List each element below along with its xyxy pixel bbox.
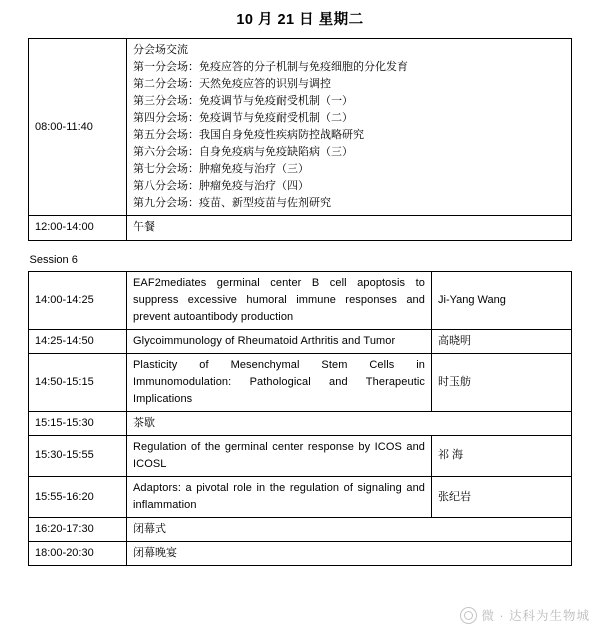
row-time: 14:50-15:15 — [29, 353, 127, 411]
list-item: 第八分会场：肿瘤免疫与治疗（四） — [133, 180, 309, 193]
row-time: 18:00-20:30 — [29, 542, 127, 566]
row-speaker: Ji-Yang Wang — [432, 271, 572, 329]
table-row — [29, 329, 572, 353]
row-talk-title: EAF2mediates germinal center B cell apoptosis to suppress excessive humoral immune responses and prevent autoantibody production — [127, 271, 432, 329]
row-speaker: 高晓明 — [432, 329, 572, 353]
list-item: 第七分会场：肿瘤免疫与治疗（三） — [133, 163, 309, 176]
row-speaker: 张纪岩 — [432, 476, 572, 517]
row-talk-title: Adaptors: a pivotal role in the regulation of signaling and inflammation — [127, 476, 432, 517]
row-time: 15:15-15:30 — [29, 411, 127, 435]
watermark — [460, 606, 590, 624]
table-row — [29, 518, 572, 542]
row-talk-title: 闭幕式 — [127, 518, 572, 542]
row-time: 15:55-16:20 — [29, 476, 127, 517]
row-time: 12:00-14:00 — [29, 216, 127, 240]
row-talk-title: Regulation of the germinal center response by ICOS and ICOSL — [127, 435, 432, 476]
watermark-text: 微 · 达科为生物城 — [481, 609, 590, 623]
row-talk-title: Glycoimmunology of Rheumatoid Arthritis and Tumor — [127, 329, 432, 353]
page-title: 10 月 21 日 星期二 — [236, 12, 364, 28]
table-row — [29, 271, 572, 329]
row-content: 午餐 — [127, 216, 572, 240]
list-item: 第九分会场：疫苗、新型疫苗与佐剂研究 — [133, 197, 331, 210]
row-time: 15:30-15:55 — [29, 435, 127, 476]
row-talk-title: 闭幕晚宴 — [127, 542, 572, 566]
table-row — [29, 542, 572, 566]
table-row — [29, 476, 572, 517]
table-row — [29, 411, 572, 435]
table-row — [29, 435, 572, 476]
row-time: 14:25-14:50 — [29, 329, 127, 353]
session6-table — [28, 271, 572, 567]
row-time: 14:00-14:25 — [29, 271, 127, 329]
wechat-icon — [460, 607, 477, 624]
session-label: Session 6 — [29, 253, 78, 266]
list-item: 第三分会场：免疫调节与免疫耐受机制（一） — [133, 95, 353, 108]
morning-schedule-table — [28, 38, 572, 241]
table-row — [29, 39, 572, 216]
table-row — [29, 216, 572, 240]
list-item: 第六分会场：自身免疫病与免疫缺陷病（三） — [133, 146, 353, 159]
row-time: 16:20-17:30 — [29, 518, 127, 542]
row-time: 08:00-11:40 — [29, 39, 127, 216]
list-item: 第二分会场：天然免疫应答的识别与调控 — [133, 78, 331, 91]
list-item: 第一分会场：免疫应答的分子机制与免疫细胞的分化发育 — [133, 61, 408, 74]
row-talk-title: 茶歇 — [127, 411, 572, 435]
list-item: 分会场交流 — [133, 44, 188, 56]
list-item: 第四分会场：免疫调节与免疫耐受机制（二） — [133, 112, 353, 125]
row-talk-title: Plasticity of Mesenchymal Stem Cells in Immunomodulation: Pathological and Therapeutic Implications — [127, 353, 432, 411]
list-item: 第五分会场：我国自身免疫性疾病防控战略研究 — [133, 129, 364, 142]
table-row — [29, 353, 572, 411]
row-speaker: 祁 海 — [432, 435, 572, 476]
row-speaker: 时玉舫 — [432, 353, 572, 411]
parallel-session-list — [133, 42, 565, 212]
row-content — [127, 39, 572, 216]
